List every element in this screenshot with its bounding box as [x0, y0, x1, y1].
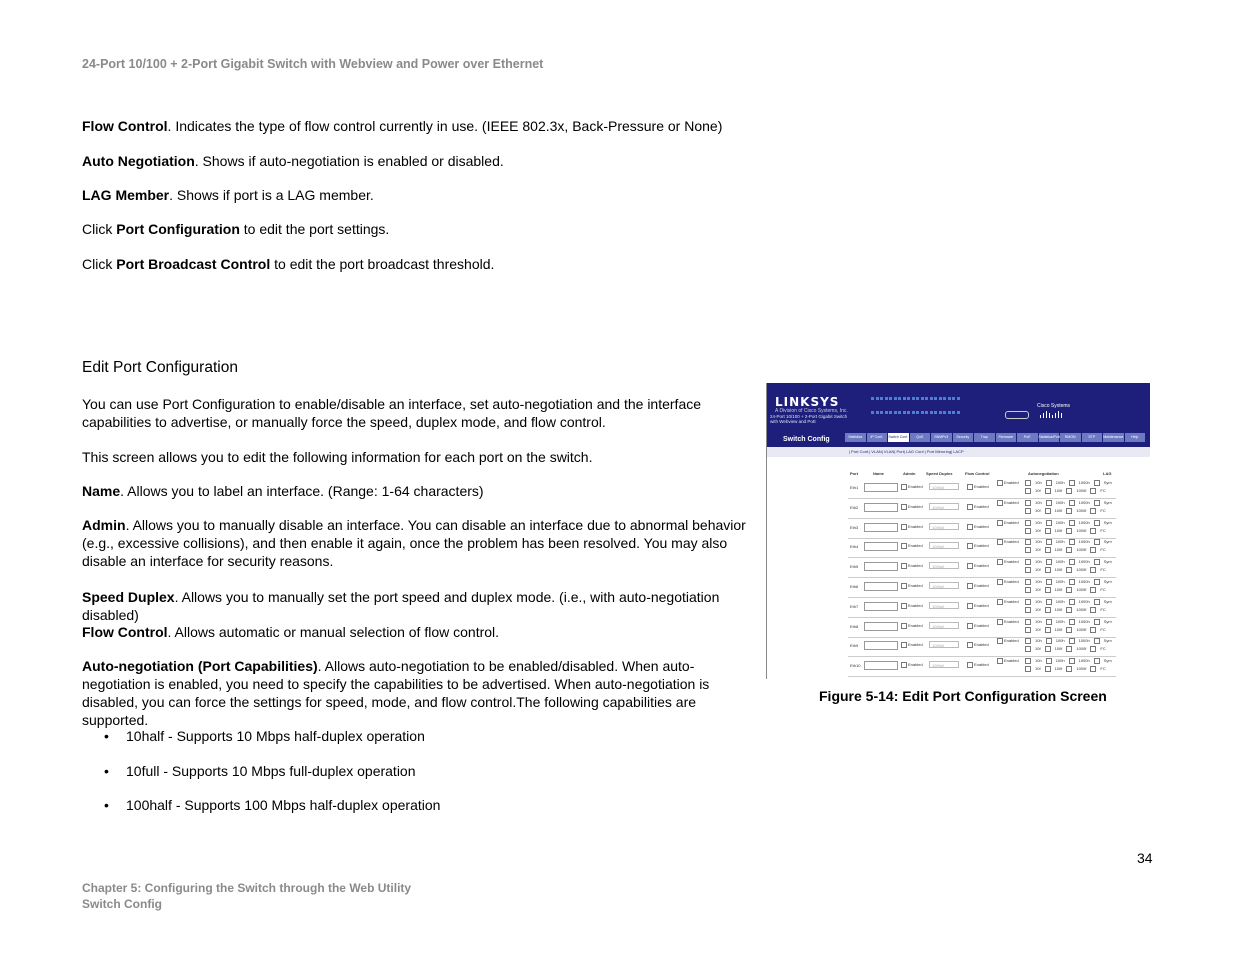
port-label: Eth10 — [850, 663, 861, 669]
port-label: Eth2 — [850, 504, 859, 510]
port-led-icon — [894, 411, 897, 414]
capability-checkboxes[interactable]: 10f 100f 1000f FC — [1025, 508, 1125, 514]
port-led-icon — [957, 411, 960, 414]
port-label: Eth1 — [850, 485, 859, 490]
admin-checkbox[interactable]: Enabled — [901, 543, 923, 549]
autoneg-checkbox[interactable]: Enabled — [997, 520, 1019, 526]
capability-checkboxes[interactable]: 10h 100h 1000h Sym — [1025, 480, 1125, 486]
autoneg-checkbox[interactable]: Enabled — [997, 480, 1019, 486]
port-led-icon — [889, 397, 892, 400]
menu-tab[interactable]: Maintenance — [1103, 433, 1124, 442]
admin-checkbox[interactable]: Enabled — [901, 603, 923, 609]
port-led-icon — [880, 411, 883, 414]
admin-checkbox[interactable]: Enabled — [901, 484, 923, 490]
port-name-input[interactable] — [864, 661, 898, 670]
column-header: LAG — [1103, 471, 1112, 476]
autoneg-checkbox[interactable]: Enabled — [997, 559, 1019, 565]
port-led-icon — [894, 397, 897, 400]
cisco-label: Cisco Systems — [1037, 403, 1071, 409]
port-led-icon — [912, 397, 915, 400]
port-led-icon — [934, 411, 937, 414]
speed-duplex-select[interactable]: 100full — [929, 503, 959, 510]
port-label: Eth7 — [850, 603, 859, 609]
autoneg-checkbox[interactable]: Enabled — [997, 619, 1019, 625]
port-led-icon — [952, 411, 955, 414]
capability-checkboxes[interactable]: 10f 100f 1000f FC — [1025, 666, 1125, 672]
menu-tab[interactable]: Switch Conf. — [888, 433, 909, 442]
flow-control-checkbox[interactable]: Enabled — [967, 583, 989, 589]
port-led-icon — [871, 397, 874, 400]
flow-control-checkbox[interactable]: Enabled — [967, 662, 989, 668]
flow-control-checkbox[interactable]: Enabled — [967, 543, 989, 549]
port-name-input[interactable] — [864, 602, 898, 611]
port-led-icon — [943, 411, 946, 414]
flow-control-checkbox[interactable]: Enabled — [967, 524, 989, 530]
port-label: Eth6 — [850, 584, 859, 589]
table-row — [848, 657, 1116, 677]
speed-duplex-select[interactable]: 100full — [929, 602, 959, 609]
table-row — [848, 578, 1116, 598]
linksys-logo: LINKSYS — [775, 395, 840, 409]
port-led-icon — [934, 397, 937, 400]
table-row — [848, 618, 1116, 638]
capability-checkboxes[interactable]: 10f 100f 1000f FC — [1025, 627, 1125, 633]
edit-port-configuration-screenshot — [766, 383, 1150, 679]
def-speed-duplex: Speed Duplex. Allows you to manually set the port speed and duplex mode. (i.e., with auto-negotiation disabled) — [82, 589, 720, 623]
def-flow-control-status: Flow Control. Indicates the type of flow control currently in use. (IEEE 802.3x, Back-Pressure or None) — [82, 118, 723, 134]
port-led-icon — [876, 411, 879, 414]
capability-checkboxes[interactable]: 10f 100f 1000f FC — [1025, 607, 1125, 613]
port-led-icon — [921, 397, 924, 400]
port-led-icon — [876, 397, 879, 400]
port-led-icon — [939, 411, 942, 414]
def-auto-negotiation: Auto-negotiation (Port Capabilities). Allows auto-negotiation to be enabled/disabled. When auto-negotiation is enabled, you need to specify the capabilities to be advertised. When auto-negotiation is disabled, you can force the settings for speed, mode, and flow control.The following capabilities are supported. — [82, 658, 710, 728]
footer-chapter: Chapter 5: Configuring the Switch through the Web Utility — [82, 881, 412, 895]
flow-control-checkbox[interactable]: Enabled — [967, 623, 989, 629]
port-led-icon — [871, 411, 874, 414]
admin-checkbox[interactable]: Enabled — [901, 662, 923, 668]
port-led-panel — [871, 397, 961, 417]
admin-checkbox[interactable]: Enabled — [901, 524, 923, 530]
capability-checkboxes[interactable]: 10h 100h 1000h Sym — [1025, 579, 1125, 585]
capability-checkboxes[interactable]: 10f 100f 1000f FC — [1025, 547, 1125, 553]
column-header: Autonegotiation — [1028, 471, 1059, 476]
capability-checkboxes[interactable]: 10f 100f 1000f FC — [1025, 567, 1125, 573]
logo-subtitle: A Division of Cisco Systems, Inc. — [775, 408, 848, 414]
autoneg-checkbox[interactable]: Enabled — [997, 500, 1019, 506]
speed-duplex-select[interactable]: 100full — [929, 622, 959, 629]
menu-tab[interactable]: RMON — [1060, 433, 1081, 442]
speed-duplex-select[interactable]: 100full — [929, 523, 959, 530]
port-led-icon — [898, 397, 901, 400]
port-name-input[interactable] — [864, 542, 898, 551]
port-name-input[interactable] — [864, 503, 898, 512]
port-led-icon — [957, 397, 960, 400]
capability-checkboxes[interactable]: 10f 100f 1000f FC — [1025, 646, 1125, 652]
port-led-icon — [916, 411, 919, 414]
flow-control-checkbox[interactable]: Enabled — [967, 603, 989, 609]
running-header: 24-Port 10/100 + 2-Port Gigabit Switch with Webview and Power over Ethernet — [82, 57, 544, 71]
capability-checkboxes[interactable]: 10h 100h 1000h Sym — [1025, 539, 1125, 545]
menu-tab[interactable]: STP — [1082, 433, 1103, 442]
admin-checkbox[interactable]: Enabled — [901, 583, 923, 589]
port-led-icon — [889, 411, 892, 414]
submenu-links[interactable]: | Port Conf.| VLAN| VLAN| Port| LAG Conf.| Port Mirroring| LACP — [849, 449, 964, 454]
speed-duplex-select[interactable]: 100full — [929, 542, 959, 549]
port-name-input[interactable] — [864, 562, 898, 571]
menu-tab[interactable]: Security — [953, 433, 974, 442]
port-led-icon — [903, 411, 906, 414]
click-port-broadcast-control: Click Port Broadcast Control to edit the port broadcast threshold. — [82, 256, 495, 272]
submenu-bar — [767, 447, 1150, 457]
menu-tab[interactable]: IP Conf. — [867, 433, 888, 442]
def-flow-control: Flow Control. Allows automatic or manual selection of flow control. — [82, 624, 500, 640]
capability-checkboxes[interactable]: 10h 100h 1000h Sym — [1025, 500, 1125, 506]
port-led-icon — [898, 411, 901, 414]
port-led-icon — [880, 397, 883, 400]
switch-config-label: Switch Config — [783, 436, 830, 443]
autoneg-checkbox[interactable]: Enabled — [997, 599, 1019, 605]
port-led-icon — [907, 411, 910, 414]
product-subtitle: 24-Port 10/100 + 2-Port Gigabit Switch with Webview and PoE — [770, 414, 848, 424]
port-led-icon — [930, 411, 933, 414]
menu-tab[interactable]: Firmware — [996, 433, 1017, 442]
table-row — [848, 519, 1116, 539]
port-led-icon — [916, 397, 919, 400]
column-header: Admin — [903, 471, 916, 476]
port-led-icon — [925, 397, 928, 400]
capability-checkboxes[interactable]: 10h 100h 1000h Sym — [1025, 520, 1125, 526]
port-label: Eth4 — [850, 544, 859, 550]
device-icon — [1005, 411, 1029, 419]
bullet-item: • 10full - Supports 10 Mbps full-duplex operation — [104, 763, 416, 779]
column-header: Flow Control — [965, 471, 990, 476]
port-name-input[interactable] — [864, 523, 898, 532]
admin-checkbox[interactable]: Enabled — [901, 504, 923, 510]
def-name: Name. Allows you to label an interface. (Range: 1-64 characters) — [82, 483, 484, 499]
capability-checkboxes[interactable]: 10f 100f 1000f FC — [1025, 587, 1125, 593]
utility-banner — [767, 383, 1150, 433]
port-led-icon — [903, 397, 906, 400]
flow-control-checkbox[interactable]: Enabled — [967, 484, 989, 490]
port-led-icon — [885, 397, 888, 400]
autoneg-checkbox[interactable]: Enabled — [997, 579, 1019, 585]
port-led-icon — [912, 411, 915, 414]
port-led-icon — [907, 397, 910, 400]
flow-control-checkbox[interactable]: Enabled — [967, 504, 989, 510]
table-row — [848, 637, 1116, 657]
speed-duplex-select[interactable]: 100full — [929, 483, 959, 490]
port-led-icon — [885, 411, 888, 414]
port-label: Eth3 — [850, 524, 859, 530]
port-led-icon — [943, 397, 946, 400]
capability-checkboxes[interactable]: 10f 100f 1000f FC — [1025, 528, 1125, 534]
flow-control-checkbox[interactable]: Enabled — [967, 642, 989, 648]
bullet-item: • 100half - Supports 100 Mbps half-duplex operation — [104, 797, 441, 813]
port-led-icon — [948, 397, 951, 400]
autoneg-checkbox[interactable]: Enabled — [997, 658, 1019, 664]
footer-section: Switch Config — [82, 897, 162, 911]
def-lag-member: LAG Member. Shows if port is a LAG member. — [82, 187, 374, 203]
capability-checkboxes[interactable]: 10f 100f 1000f FC — [1025, 488, 1125, 494]
autoneg-checkbox[interactable]: Enabled — [997, 638, 1019, 644]
port-led-icon — [921, 411, 924, 414]
menu-tab[interactable]: SNMPv3 — [931, 433, 952, 442]
menu-tab[interactable]: Trap — [974, 433, 995, 442]
port-led-icon — [939, 397, 942, 400]
column-header: Name — [873, 471, 884, 476]
intro-paragraph-2: This screen allows you to edit the following information for each port on the switch. — [82, 449, 593, 465]
table-row — [848, 499, 1116, 519]
column-header: Port — [850, 471, 858, 476]
port-name-input[interactable] — [864, 641, 898, 650]
admin-checkbox[interactable]: Enabled — [901, 563, 923, 569]
flow-control-checkbox[interactable]: Enabled — [967, 563, 989, 569]
port-led-icon — [952, 397, 955, 400]
figure-caption: Figure 5-14: Edit Port Configuration Screen — [819, 688, 1107, 704]
menu-tab[interactable]: QoS — [910, 433, 931, 442]
capability-checkboxes[interactable]: 10h 100h 1000h Sym — [1025, 619, 1125, 625]
speed-duplex-select[interactable]: 100full — [929, 641, 959, 648]
port-name-input[interactable] — [864, 582, 898, 591]
port-label: Eth8 — [850, 623, 859, 629]
port-name-input[interactable] — [864, 622, 898, 631]
click-port-configuration: Click Port Configuration to edit the port settings. — [82, 221, 390, 237]
menu-tab[interactable]: Statistics/Port — [1039, 433, 1060, 442]
port-label: Eth9 — [850, 643, 859, 649]
table-row — [848, 598, 1116, 618]
column-header: Speed Duplex — [926, 471, 953, 476]
port-led-icon — [948, 411, 951, 414]
autoneg-checkbox[interactable]: Enabled — [997, 539, 1019, 545]
def-admin: Admin. Allows you to manually disable an interface. You can disable an interface due to abnormal behavior (e.g., excessive collisions), and then enable it again, once the problem has been resolved. You may also disable an interface for security reasons. — [82, 517, 746, 569]
port-name-input[interactable] — [864, 483, 898, 492]
menu-tab[interactable]: Statistics — [845, 433, 866, 442]
admin-checkbox[interactable]: Enabled — [901, 623, 923, 629]
menu-tab[interactable]: PoE — [1017, 433, 1038, 442]
speed-duplex-select[interactable]: 100full — [929, 562, 959, 569]
port-led-icon — [925, 411, 928, 414]
speed-duplex-select[interactable]: 100full — [929, 582, 959, 589]
capability-checkboxes[interactable]: 10h 100h 1000h Sym — [1025, 559, 1125, 565]
table-row — [848, 538, 1116, 558]
cisco-logo-icon — [1039, 410, 1065, 418]
capability-checkboxes[interactable]: 10h 100h 1000h Sym — [1025, 658, 1125, 664]
port-label: Eth5 — [850, 564, 859, 570]
section-title: Edit Port Configuration — [82, 359, 238, 376]
admin-checkbox[interactable]: Enabled — [901, 642, 923, 648]
table-row — [848, 479, 1116, 499]
speed-duplex-select[interactable]: 100full — [929, 661, 959, 668]
page-number: 34 — [1137, 850, 1153, 866]
port-led-icon — [930, 397, 933, 400]
capability-checkboxes[interactable]: 10h 100h 1000h Sym — [1025, 599, 1125, 605]
capability-checkboxes[interactable]: 10h 100h 1000h Sym — [1025, 638, 1125, 644]
menu-tab[interactable]: Help — [1125, 433, 1146, 442]
table-row — [848, 558, 1116, 578]
intro-paragraph: You can use Port Configuration to enable/disable an interface, set auto-negotiation and the interface capabilities to advertise, or manually force the speed, duplex mode, and flow control. — [82, 396, 702, 430]
def-auto-negotiation-status: Auto Negotiation. Shows if auto-negotiation is enabled or disabled. — [82, 153, 504, 169]
bullet-item: • 10half - Supports 10 Mbps half-duplex operation — [104, 728, 425, 744]
